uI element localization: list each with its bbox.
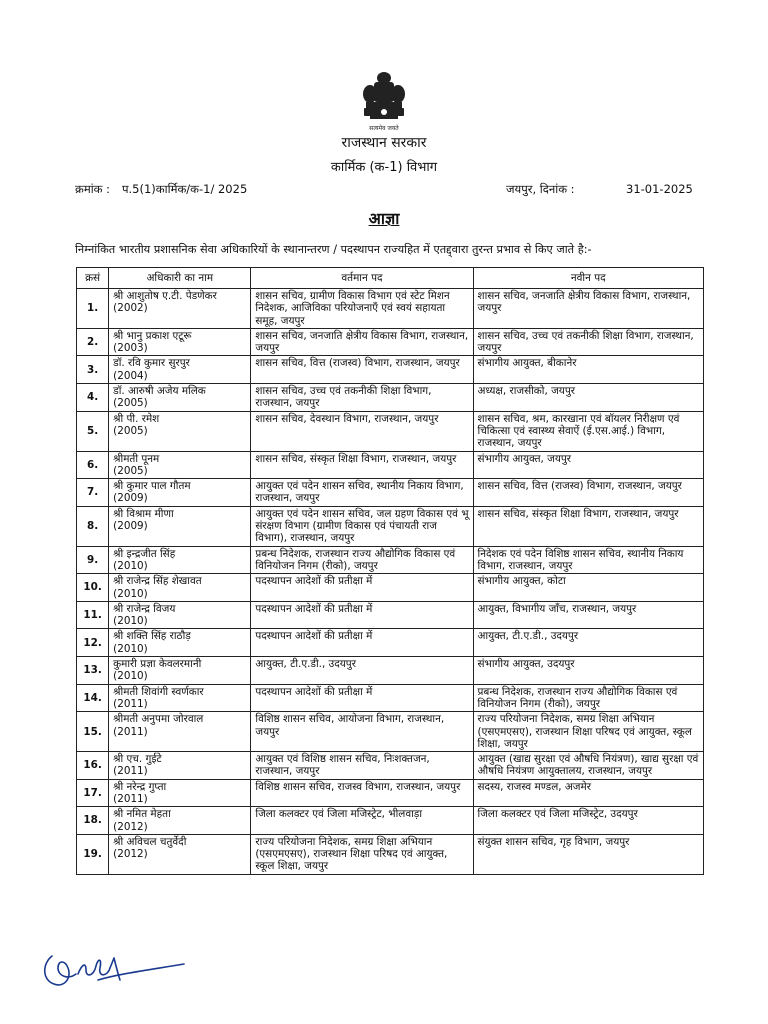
table-row [77, 779, 704, 807]
current-post-cell: शासन सचिव, देवस्थान विभाग, राजस्थान, जयपुर [251, 411, 473, 451]
officer-batch: (2012) [113, 848, 148, 861]
new-post-cell: प्रबन्ध निदेशक, राजस्थान राज्य औद्योगिक विकास एवं विनियोजन निगम (रीको), जयपुर [473, 684, 703, 712]
table-body [77, 289, 704, 875]
table-row [77, 712, 704, 752]
serial-cell: 9. [77, 546, 109, 574]
new-post-cell: शासन सचिव, उच्च एवं तकनीकी शिक्षा विभाग, राजस्थान, जयपुर [473, 328, 703, 356]
officer-name: श्री शक्ति सिंह राठौड़ [113, 630, 191, 643]
officer-batch: (2010) [113, 559, 148, 572]
officer-batch: (2002) [113, 302, 148, 315]
new-post-cell: शासन सचिव, जनजाति क्षेत्रीय विकास विभाग, राजस्थान, जयपुर [473, 289, 703, 329]
officer-name: डॉ. रवि कुमार सुरपुर [113, 357, 190, 370]
current-post-cell: आयुक्त एवं विशिष्ठ शासन सचिव, निःशक्तजन, राजस्थान, जयपुर [251, 752, 473, 780]
officer-batch: (2009) [113, 520, 148, 533]
officer-name-cell [109, 629, 251, 657]
officer-batch: (2011) [113, 697, 148, 710]
officer-batch: (2005) [113, 464, 148, 477]
current-post-cell: शासन सचिव, जनजाति क्षेत्रीय विकास विभाग, राजस्थान, जयपुर [251, 328, 473, 356]
table-row [77, 752, 704, 780]
officer-name: श्रीमती शिवांगी स्वर्णकार [113, 685, 204, 698]
new-post-cell: अध्यक्ष, राजसीको, जयपुर [473, 384, 703, 412]
officer-name: श्रीमती अनुपमा जोरवाल [113, 713, 204, 726]
officer-batch: (2005) [113, 424, 148, 437]
serial-cell: 19. [77, 834, 109, 874]
new-post-cell: राज्य परियोजना निदेशक, समग्र शिक्षा अभियान (एसएमएसए), राजस्थान शिक्षा परिषद एवं आयुक्त, स्कूल शिक्षा, जयपुर [473, 712, 703, 752]
current-post-cell: आयुक्त, टी.ए.डी., उदयपुर [251, 657, 473, 685]
current-post-cell: राज्य परियोजना निदेशक, समग्र शिक्षा अभियान (एसएमएसए), राजस्थान शिक्षा परिषद एवं आयुक्त, स्कूल शिक्षा, जयपुर [251, 834, 473, 874]
officer-name-cell [109, 752, 251, 780]
current-post-cell: शासन सचिव, उच्च एवं तकनीकी शिक्षा विभाग, राजस्थान, जयपुर [251, 384, 473, 412]
officer-name: श्री आशुतोष ए.टी. पेडणेकर [113, 290, 217, 302]
transfer-table [76, 267, 704, 875]
serial-cell: 6. [77, 451, 109, 479]
officer-name-cell [109, 657, 251, 685]
table-row [77, 479, 704, 507]
serial-cell: 12. [77, 629, 109, 657]
new-post-cell: संयुक्त शासन सचिव, गृह विभाग, जयपुर [473, 834, 703, 874]
officer-name-cell [109, 712, 251, 752]
serial-cell: 18. [77, 807, 109, 835]
new-post-cell: आयुक्त, टी.ए.डी., उदयपुर [473, 629, 703, 657]
col-header-current-post: वर्तमान पद [251, 268, 473, 289]
order-number: प.5(1)कार्मिक/क-1/ 2025 [122, 182, 248, 196]
current-post-cell: पदस्थापन आदेशों की प्रतीक्षा में [251, 574, 473, 602]
serial-cell: 2. [77, 328, 109, 356]
officer-batch: (2011) [113, 765, 148, 778]
table-row [77, 356, 704, 384]
officer-name-cell [109, 684, 251, 712]
department-name: कार्मिक (क-1) विभाग [330, 160, 438, 175]
current-post-cell: पदस्थापन आदेशों की प्रतीक्षा में [251, 629, 473, 657]
table-row [77, 546, 704, 574]
table-row [77, 574, 704, 602]
serial-cell: 15. [77, 712, 109, 752]
officer-batch: (2011) [113, 792, 148, 805]
current-post-cell: प्रबन्ध निदेशक, राजस्थान राज्य औद्योगिक विकास एवं विनियोजन निगम (रीको), जयपुर [251, 546, 473, 574]
officer-name: श्री अविचल चतुर्वेदी [113, 835, 187, 848]
officer-name-cell [109, 411, 251, 451]
officer-name: श्री विश्राम मीणा [113, 507, 174, 520]
table-row [77, 411, 704, 451]
order-number-label: क्रमांक : [75, 182, 111, 196]
officer-name-cell [109, 574, 251, 602]
table-row [77, 629, 704, 657]
officer-name: श्री राजेन्द्र विजय [113, 602, 176, 615]
table-row [77, 834, 704, 874]
officer-name-cell [109, 546, 251, 574]
officer-name: श्रीमती पूनम [113, 452, 160, 465]
officer-name: श्री एच. गुईटे [113, 753, 162, 766]
serial-cell: 13. [77, 657, 109, 685]
officer-batch: (2004) [113, 369, 148, 382]
table-row [77, 657, 704, 685]
table-row [77, 328, 704, 356]
new-post-cell: निदेशक एवं पदेन विशिष्ठ शासन सचिव, स्थानीय निकाय विभाग, राजस्थान, जयपुर [473, 546, 703, 574]
serial-cell: 3. [77, 356, 109, 384]
new-post-cell: शासन सचिव, श्रम, कारखाना एवं बॉयलर निरीक्षण एवं चिकित्सा एवं स्वास्थ्य सेवाऐं (ई.एस.आई.) विभाग, राजस्थान, जयपुर [473, 411, 703, 451]
serial-cell: 11. [77, 601, 109, 629]
officer-name-cell [109, 479, 251, 507]
col-header-officer-name: अधिकारी का नाम [109, 268, 251, 289]
serial-cell: 7. [77, 479, 109, 507]
table-row [77, 601, 704, 629]
officer-name: श्री नमित मेहता [113, 808, 171, 821]
officer-batch: (2010) [113, 670, 148, 683]
officer-name: श्री राजेन्द्र सिंह शेखावत [113, 575, 202, 588]
officer-name: कुमारी प्रज्ञा केवलरमानी [113, 658, 202, 671]
officer-batch: (2010) [113, 615, 148, 628]
current-post-cell: शासन सचिव, संस्कृत शिक्षा विभाग, राजस्थान, जयपुर [251, 451, 473, 479]
current-post-cell: पदस्थापन आदेशों की प्रतीक्षा में [251, 601, 473, 629]
new-post-cell: आयुक्त, विभागीय जाँच, राजस्थान, जयपुर [473, 601, 703, 629]
current-post-cell: शासन सचिव, वित्त (राजस्व) विभाग, राजस्थान, जयपुर [251, 356, 473, 384]
order-title: आज्ञा [368, 209, 400, 228]
officer-name: श्री नरेन्द्र गुप्ता [113, 780, 167, 793]
serial-cell: 1. [77, 289, 109, 329]
table-header-row [77, 268, 704, 289]
serial-cell: 17. [77, 779, 109, 807]
officer-batch: (2003) [113, 342, 148, 355]
svg-text:सत्यमेव जयते: सत्यमेव जयते [369, 125, 399, 132]
officer-batch: (2010) [113, 642, 148, 655]
new-post-cell: आयुक्त (खाद्य सुरक्षा एवं औषधि नियंत्रण), खाद्य सुरक्षा एवं औषधि नियंत्रण आयुक्तालय, राजस्थान, जयपुर [473, 752, 703, 780]
officer-name-cell [109, 451, 251, 479]
officer-name: डॉ. आरुषी अजेय मलिक [113, 385, 206, 398]
current-post-cell: आयुक्त एवं पदेन शासन सचिव, स्थानीय निकाय विभाग, राजस्थान, जयपुर [251, 479, 473, 507]
table-row [77, 289, 704, 329]
current-post-cell: विशिष्ठ शासन सचिव, आयोजना विभाग, राजस्थान, जयपुर [251, 712, 473, 752]
col-header-new-post: नवीन पद [473, 268, 703, 289]
officer-name-cell [109, 779, 251, 807]
serial-cell: 16. [77, 752, 109, 780]
table-row [77, 684, 704, 712]
current-post-cell: पदस्थापन आदेशों की प्रतीक्षा में [251, 684, 473, 712]
table-row [77, 807, 704, 835]
officer-name-cell [109, 506, 251, 546]
serial-cell: 14. [77, 684, 109, 712]
serial-cell: 4. [77, 384, 109, 412]
officer-name-cell [109, 289, 251, 329]
officer-name-cell [109, 601, 251, 629]
officer-name-cell [109, 807, 251, 835]
current-post-cell: आयुक्त एवं पदेन शासन सचिव, जल ग्रहण विकास एवं भू संरक्षण विभाग (ग्रामीण विकास एवं पंचायती राज विभाग), राजस्थान, जयपुर [251, 506, 473, 546]
new-post-cell: शासन सचिव, वित्त (राजस्व) विभाग, राजस्थान, जयपुर [473, 479, 703, 507]
officer-name-cell [109, 834, 251, 874]
handwritten-signature-icon [38, 934, 188, 994]
officer-name-cell [109, 328, 251, 356]
officer-name-cell [109, 356, 251, 384]
current-post-cell: शासन सचिव, ग्रामीण विकास विभाग एवं स्टेट मिशन निदेशक, आजिविका परियोजनाएँ एवं स्वयं सहायता समूह, जयपुर [251, 289, 473, 329]
order-date: 31-01-2025 [626, 182, 693, 196]
officer-name: श्री पी. रमेश [113, 412, 160, 425]
officer-batch: (2005) [113, 397, 148, 410]
officer-name: श्री कुमार पाल गौतम [113, 480, 191, 493]
current-post-cell: विशिष्ठ शासन सचिव, राजस्व विभाग, राजस्थान, जयपुर [251, 779, 473, 807]
new-post-cell: जिला कलक्टर एवं जिला मजिस्ट्रेट, उदयपुर [473, 807, 703, 835]
new-post-cell: संभागीय आयुक्त, बीकानेर [473, 356, 703, 384]
officer-name: श्री इन्द्रजीत सिंह [113, 547, 176, 560]
new-post-cell: संभागीय आयुक्त, कोटा [473, 574, 703, 602]
serial-cell: 8. [77, 506, 109, 546]
officer-name-cell [109, 384, 251, 412]
table-row [77, 506, 704, 546]
government-name: राजस्थान सरकार [341, 135, 427, 151]
table-row [77, 384, 704, 412]
table-row [77, 451, 704, 479]
officer-batch: (2010) [113, 587, 148, 600]
col-header-serial: क्रसं [77, 268, 109, 289]
officer-batch: (2012) [113, 820, 148, 833]
officer-batch: (2009) [113, 492, 148, 505]
new-post-cell: शासन सचिव, संस्कृत शिक्षा विभाग, राजस्थान, जयपुर [473, 506, 703, 546]
officer-name: श्री भानु प्रकाश एटूरू [113, 329, 192, 342]
serial-cell: 10. [77, 574, 109, 602]
current-post-cell: जिला कलक्टर एवं जिला मजिस्ट्रेट, भीलवाड़ा [251, 807, 473, 835]
serial-cell: 5. [77, 411, 109, 451]
officer-batch: (2011) [113, 725, 148, 738]
intro-text: निम्नांकित भारतीय प्रशासनिक सेवा अधिकारियों के स्थानान्तरण / पदस्थापन राज्यहित में एतद्द्वारा तुरन्त प्रभाव से किए जाते है:- [75, 243, 592, 256]
state-emblem-icon [352, 68, 416, 134]
new-post-cell: संभागीय आयुक्त, उदयपुर [473, 657, 703, 685]
new-post-cell: सदस्य, राजस्व मण्डल, अजमेर [473, 779, 703, 807]
new-post-cell: संभागीय आयुक्त, जयपुर [473, 451, 703, 479]
place-date-label: जयपुर, दिनांक : [506, 182, 575, 196]
